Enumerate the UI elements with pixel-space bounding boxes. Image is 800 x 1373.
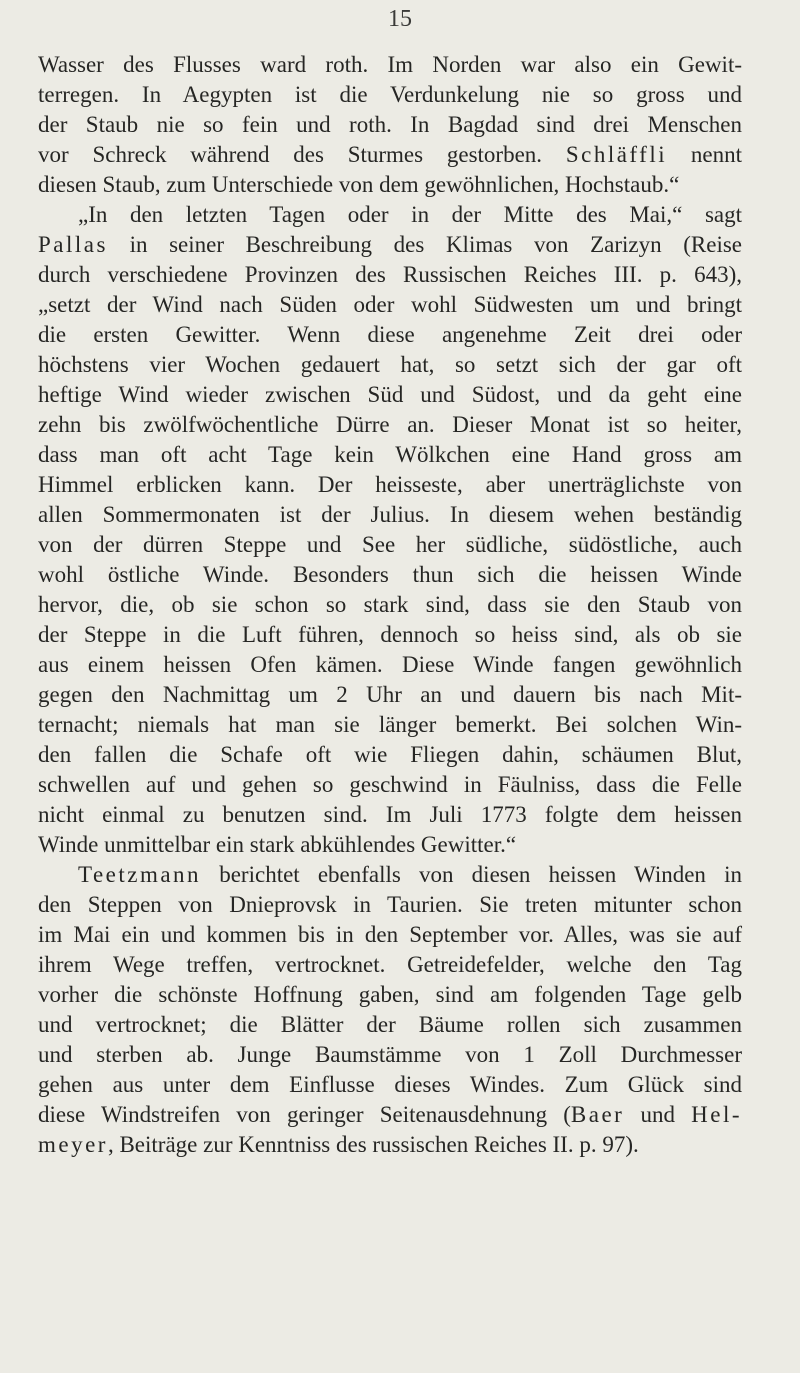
text-line: [38, 560, 742, 590]
text-segment: wohl östliche Winde. Besonders thun sich die heissen Winde: [38, 562, 742, 587]
text-line: [38, 170, 742, 200]
text-line: [38, 770, 742, 800]
text-segment: „In den letzten Tagen oder in der Mitte des Mai,“ sagt: [78, 202, 742, 227]
text-segment: diese Windstreifen von geringer Seitenausdehnung (: [38, 1102, 571, 1127]
text-line: [38, 80, 742, 110]
text-segment: dass man oft acht Tage kein Wölkchen eine Hand gross am: [38, 442, 742, 467]
text-line: [38, 320, 742, 350]
text-line: [38, 920, 742, 950]
text-segment: berichtet ebenfalls von diesen heissen Winden in: [201, 862, 742, 887]
text-line: [38, 1010, 742, 1040]
text-segment: Wasser des Flusses ward roth. Im Norden war also ein Gewit-: [38, 52, 742, 77]
text-segment: „setzt der Wind nach Süden oder wohl Südwesten um und bringt: [38, 292, 742, 317]
text-segment: ternacht; niemals hat man sie länger bemerkt. Bei solchen Win-: [38, 712, 742, 737]
text-line: [38, 650, 742, 680]
text-segment: den Steppen von Dnieprovsk in Taurien. Sie treten mitunter schon: [38, 892, 742, 917]
text-segment: ihrem Wege treffen, vertrocknet. Getreidefelder, welche den Tag: [38, 952, 742, 977]
body-text: [38, 50, 742, 1160]
text-segment: gegen den Nachmittag um 2 Uhr an und dauern bis nach Mit-: [38, 682, 742, 707]
text-line: [38, 890, 742, 920]
text-segment: terregen. In Aegypten ist die Verdunkelung nie so gross und: [38, 82, 742, 107]
text-segment: heftige Wind wieder zwischen Süd und Südost, und da geht eine: [38, 382, 742, 407]
spaced-name: Hel-: [691, 1102, 742, 1127]
text-segment: der Steppe in die Luft führen, dennoch so heiss sind, als ob sie: [38, 622, 742, 647]
text-segment: schwellen auf und gehen so geschwind in Fäulniss, dass die Felle: [38, 772, 742, 797]
text-line: [38, 230, 742, 260]
text-line: [38, 200, 742, 230]
spaced-name: Schläffli: [565, 142, 668, 167]
text-segment: vor Schreck während des Sturmes gestorben.: [38, 142, 566, 167]
text-segment: von der dürren Steppe und See her südliche, südöstliche, auch: [38, 532, 742, 557]
text-line: [38, 980, 742, 1010]
text-line: [38, 590, 742, 620]
text-segment: nicht einmal zu benutzen sind. Im Juli 1773 folgte dem heissen: [38, 802, 742, 827]
text-line: [38, 350, 742, 380]
text-segment: im Mai ein und kommen bis in den September vor. Alles, was sie auf: [38, 922, 742, 947]
text-segment: Winde unmittelbar ein stark abkühlendes Gewitter.“: [38, 832, 517, 857]
text-line: [38, 380, 742, 410]
text-line: [38, 530, 742, 560]
text-line: [38, 1070, 742, 1100]
text-segment: hervor, die, ob sie schon so stark sind, dass sie den Staub von: [38, 592, 742, 617]
text-line: [38, 410, 742, 440]
text-segment: die ersten Gewitter. Wenn diese angenehme Zeit drei oder: [38, 322, 742, 347]
text-line: [38, 1040, 742, 1070]
text-segment: gehen aus unter dem Einflusse dieses Windes. Zum Glück sind: [38, 1072, 742, 1097]
text-line: [38, 710, 742, 740]
text-line: [38, 290, 742, 320]
text-line: [38, 470, 742, 500]
text-segment: allen Sommermonaten ist der Julius. In diesem wehen beständig: [38, 502, 742, 527]
text-line: [38, 260, 742, 290]
text-segment: aus einem heissen Ofen kämen. Diese Winde fangen gewöhnlich: [38, 652, 742, 677]
text-line: [38, 680, 742, 710]
text-segment: in seiner Beschreibung des Klimas von Zarizyn (Reise: [107, 232, 742, 257]
text-segment: diesen Staub, zum Unterschiede von dem gewöhnlichen, Hochstaub.“: [38, 172, 680, 197]
text-line: [38, 500, 742, 530]
spaced-name: meyer: [38, 1132, 108, 1157]
text-line: [38, 1100, 742, 1130]
text-line: [38, 800, 742, 830]
text-line: [38, 830, 742, 860]
text-segment: höchstens vier Wochen gedauert hat, so setzt sich der gar oft: [38, 352, 742, 377]
spaced-name: Teetzmann: [78, 862, 202, 887]
text-segment: vorher die schönste Hoffnung gaben, sind am folgenden Tage gelb: [38, 982, 742, 1007]
text-line: [38, 440, 742, 470]
spaced-name: Pallas: [38, 232, 108, 257]
text-segment: und: [624, 1102, 692, 1127]
text-segment: durch verschiedene Provinzen des Russischen Reiches III. p. 643),: [38, 262, 742, 287]
text-segment: zehn bis zwölfwöchentliche Dürre an. Dieser Monat ist so heiter,: [38, 412, 742, 437]
text-segment: Himmel erblicken kann. Der heisseste, aber unerträglichste von: [38, 472, 742, 497]
text-line: [38, 50, 742, 80]
text-segment: nennt: [667, 142, 742, 167]
text-segment: der Staub nie so fein und roth. In Bagdad sind drei Menschen: [38, 112, 742, 137]
text-line: [38, 620, 742, 650]
text-segment: , Beiträge zur Kenntniss des russischen Reiches II. p. 97).: [107, 1132, 639, 1157]
text-line: [38, 110, 742, 140]
page-number: 15: [388, 6, 412, 32]
text-segment: und vertrocknet; die Blätter der Bäume rollen sich zusammen: [38, 1012, 742, 1037]
spaced-name: Baer: [570, 1102, 625, 1127]
text-segment: und sterben ab. Junge Baumstämme von 1 Zoll Durchmesser: [38, 1042, 742, 1067]
text-line: [38, 950, 742, 980]
text-line: [38, 860, 742, 890]
text-segment: den fallen die Schafe oft wie Fliegen dahin, schäumen Blut,: [38, 742, 742, 767]
text-line: [38, 740, 742, 770]
text-line: [38, 1130, 742, 1160]
text-line: [38, 140, 742, 170]
